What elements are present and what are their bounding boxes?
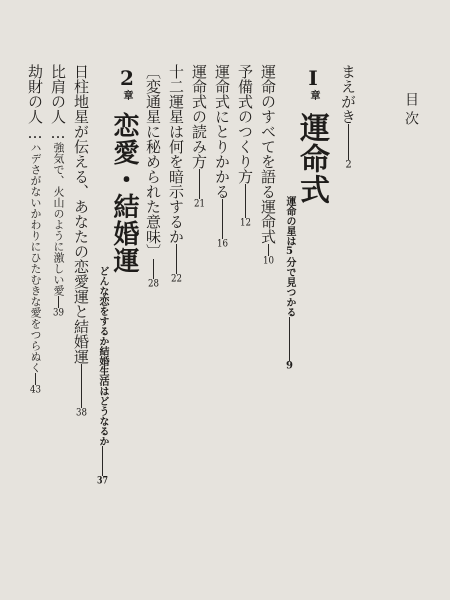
- chapter2-title: 恋愛・結婚運: [109, 112, 139, 274]
- chapter1-chapter-word: 章: [308, 90, 319, 100]
- toc-entry: 運命式にとりかかる16: [213, 64, 231, 249]
- toc-leader-line: [176, 244, 177, 274]
- toc-page-number: 22: [171, 274, 182, 284]
- toc-entry: 予備式のつくり方12: [236, 64, 254, 228]
- toc-entry-intro: [340, 64, 355, 170]
- toc-page-number: 2: [345, 160, 352, 170]
- chapter1-title: 運命式: [294, 112, 329, 205]
- toc-page-number: 12: [240, 218, 251, 228]
- toc-leader-line: [245, 184, 246, 218]
- toc-entry: 〔変通星に秘められた意味〕28: [144, 64, 162, 289]
- toc-entry-title: まえがき: [339, 64, 357, 124]
- toc-page-number: 43: [30, 385, 41, 395]
- toc-leader-line: [153, 259, 154, 279]
- toc-title: 目次: [403, 92, 419, 130]
- toc-page-number: 38: [76, 408, 87, 418]
- toc-entry: 日柱地星が伝える、あなたの恋愛運と結婚運38: [72, 64, 90, 418]
- toc-leader-line: [199, 169, 200, 199]
- toc-page-number: 28: [148, 279, 159, 289]
- toc-page-number: 10: [263, 256, 274, 266]
- toc-leader-line: [268, 244, 269, 256]
- chapter2-chapter-word: 章: [121, 90, 132, 100]
- toc-entry: 十二運星は何を暗示するか22: [167, 64, 185, 284]
- toc-leader-line: [102, 446, 103, 476]
- toc-page-number: 16: [217, 239, 228, 249]
- toc-entry: 比肩の人…強気で、火山のように激しい愛39: [49, 64, 67, 318]
- chapter1-number: I: [301, 66, 325, 90]
- toc-leader-line: [35, 373, 36, 385]
- toc-entry: 劫財の人…ハデさがないかわりにひたむきな愛をつらぬく43: [26, 64, 44, 395]
- toc-page-number: 39: [53, 308, 64, 318]
- chapter2-number: 2: [115, 66, 139, 90]
- chapter2-subtitle: どんな恋をするか結婚生活はどうなるか37: [97, 266, 108, 486]
- toc-leader-line: [81, 364, 82, 408]
- toc-page-number: 37: [97, 476, 108, 486]
- toc-leader-line: [348, 124, 349, 160]
- toc-leader-line: [58, 296, 59, 308]
- toc-page-number: 9: [286, 361, 293, 371]
- toc-leader-line: [222, 199, 223, 239]
- toc-entry: 運命式の読み方21: [190, 64, 208, 209]
- toc-entry: 運命のすべてを語る運命式10: [259, 64, 277, 266]
- chapter1-subtitle: 運命の星は5分で見つかる9: [284, 196, 295, 371]
- toc-page-number: 21: [194, 199, 205, 209]
- toc-leader-line: [289, 317, 290, 361]
